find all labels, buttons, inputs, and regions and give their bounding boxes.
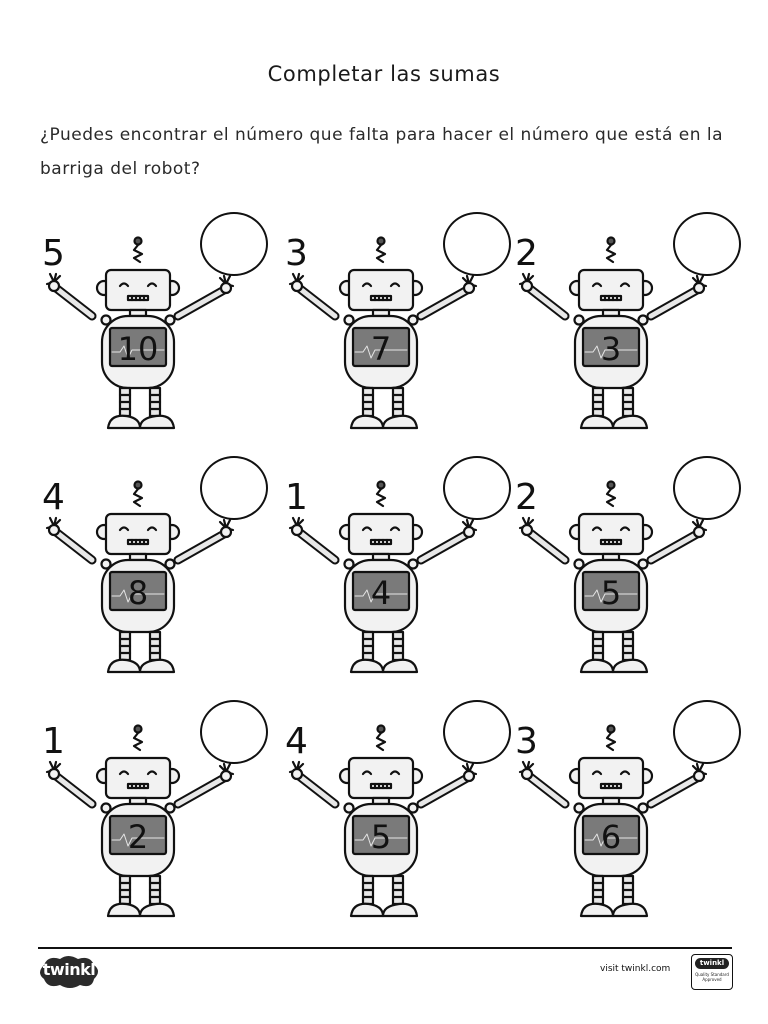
robot-card [283, 700, 523, 930]
addend-number: 1 [285, 477, 308, 518]
answer-circle[interactable] [200, 456, 268, 520]
belly-total: 7 [370, 330, 392, 368]
page-title: Completar las sumas [267, 62, 501, 86]
addend-number: 2 [515, 233, 538, 274]
answer-circle[interactable] [200, 212, 268, 276]
addend-number: 2 [515, 477, 538, 518]
badge-logo: twinkl [695, 958, 729, 969]
robot-card [513, 700, 753, 930]
addend-number: 3 [285, 233, 308, 274]
robot-card [283, 212, 523, 442]
robot-card [513, 456, 753, 686]
belly-total: 2 [127, 818, 149, 856]
instructions-text: ¿Puedes encontrar el número que falta para hacer el número que está en la barriga del robot? [40, 125, 724, 179]
addend-number: 1 [42, 721, 65, 762]
quality-badge [691, 954, 733, 990]
belly-total: 5 [600, 574, 622, 612]
answer-circle[interactable] [443, 212, 511, 276]
answer-circle[interactable] [200, 700, 268, 764]
robot-card [40, 456, 280, 686]
addend-number: 4 [285, 721, 308, 762]
footer-url[interactable]: visit twinkl.com [600, 964, 671, 974]
addend-number: 5 [42, 233, 65, 274]
logo-text: twinkl [42, 960, 96, 979]
footer-divider [38, 947, 732, 949]
belly-total: 6 [600, 818, 622, 856]
answer-circle[interactable] [673, 700, 741, 764]
answer-circle[interactable] [443, 700, 511, 764]
badge-text: Quality Standard Approved [695, 972, 729, 982]
belly-total: 3 [600, 330, 622, 368]
addend-number: 3 [515, 721, 538, 762]
robot-card [513, 212, 753, 442]
answer-circle[interactable] [673, 456, 741, 520]
robot-card [283, 456, 523, 686]
belly-total: 4 [370, 574, 392, 612]
answer-circle[interactable] [443, 456, 511, 520]
twinkl-logo [38, 955, 100, 989]
addend-number: 4 [42, 477, 65, 518]
belly-total: 5 [370, 818, 392, 856]
answer-circle[interactable] [673, 212, 741, 276]
robot-card [40, 700, 280, 930]
robot-card [40, 212, 280, 442]
belly-total: 8 [127, 574, 149, 612]
belly-total: 10 [117, 330, 159, 368]
